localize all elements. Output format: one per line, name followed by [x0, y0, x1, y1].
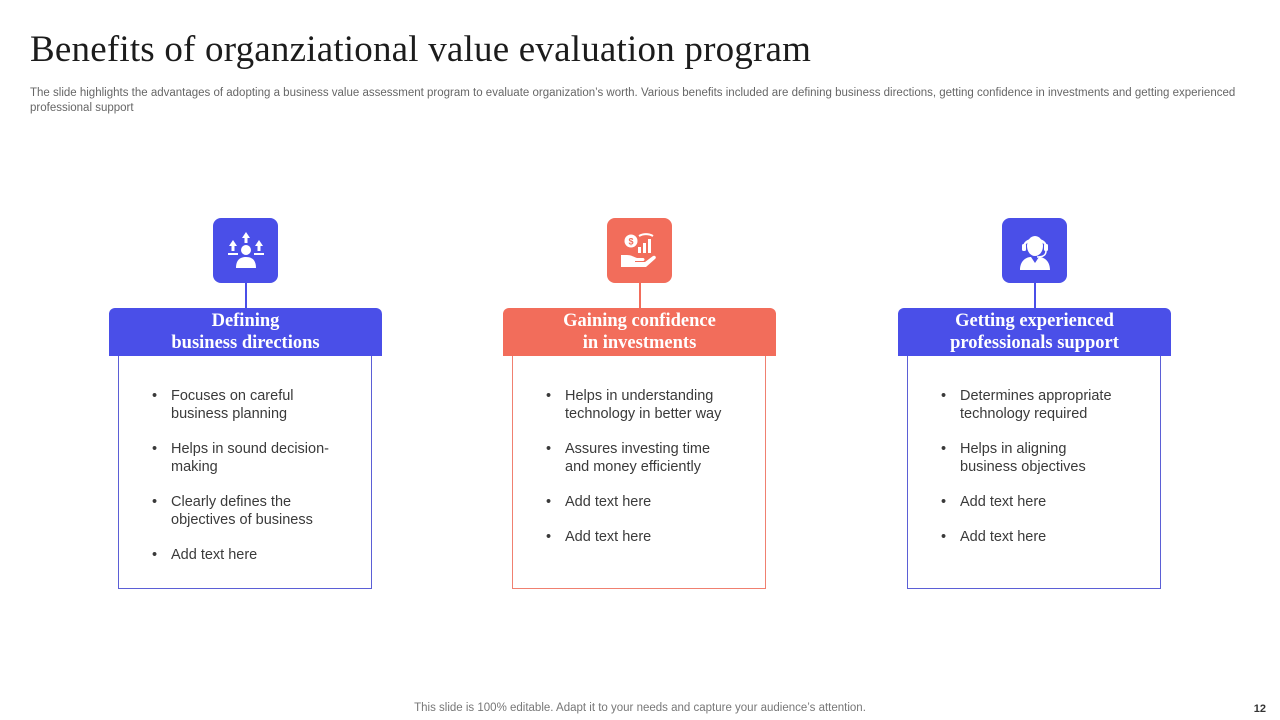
connector-line	[1034, 283, 1036, 308]
bullet-item: • Add text here	[546, 529, 652, 545]
bullet-item: • Helps in sound decision- making	[152, 441, 329, 475]
slide-footer: This slide is 100% editable. Adapt it to your needs and capture your audience’s attention.	[414, 702, 866, 714]
support-agent-icon	[1002, 218, 1067, 283]
bullet-item: • Clearly defines the objectives of business	[152, 494, 313, 528]
benefit-card-professional-support	[898, 218, 1171, 590]
page-number: 12	[1253, 703, 1266, 715]
bullet-item: • Focuses on careful business planning	[152, 388, 294, 422]
bullet-item: • Add text here	[941, 494, 1047, 510]
card-header: Gaining confidence in investments	[503, 308, 776, 356]
investment-hand-icon	[607, 218, 672, 283]
bullet-item: • Add text here	[546, 494, 652, 510]
bullet-item: • Helps in aligning business objectives	[941, 441, 1086, 475]
card-body	[512, 356, 766, 589]
bullet-item: • Add text here	[152, 547, 258, 563]
card-body	[118, 356, 372, 589]
slide-title: Benefits of organziational value evaluation program	[30, 29, 812, 70]
svg-text:$: $	[627, 236, 634, 246]
bullet-item: • Assures investing time and money efficiently	[546, 441, 711, 475]
benefit-card-defining-directions	[109, 218, 382, 590]
benefit-card-investment-confidence	[503, 218, 776, 590]
card-header: Getting experienced professionals support	[898, 308, 1171, 356]
bullet-item: • Helps in understanding technology in better way	[546, 388, 722, 422]
connector-line	[639, 283, 641, 308]
growth-people-icon	[213, 218, 278, 283]
connector-line	[245, 283, 247, 308]
bullet-item: • Add text here	[941, 529, 1047, 545]
card-body	[907, 356, 1161, 589]
card-header: Defining business directions	[109, 308, 382, 356]
bullet-item: • Determines appropriate technology required	[941, 388, 1112, 422]
slide-subtitle: The slide highlights the advantages of adopting a business value assessment program to evaluate organization’s worth. Various benefits included are defining business directions, getting confidence in investments and getting experienced professional support	[30, 87, 1236, 114]
